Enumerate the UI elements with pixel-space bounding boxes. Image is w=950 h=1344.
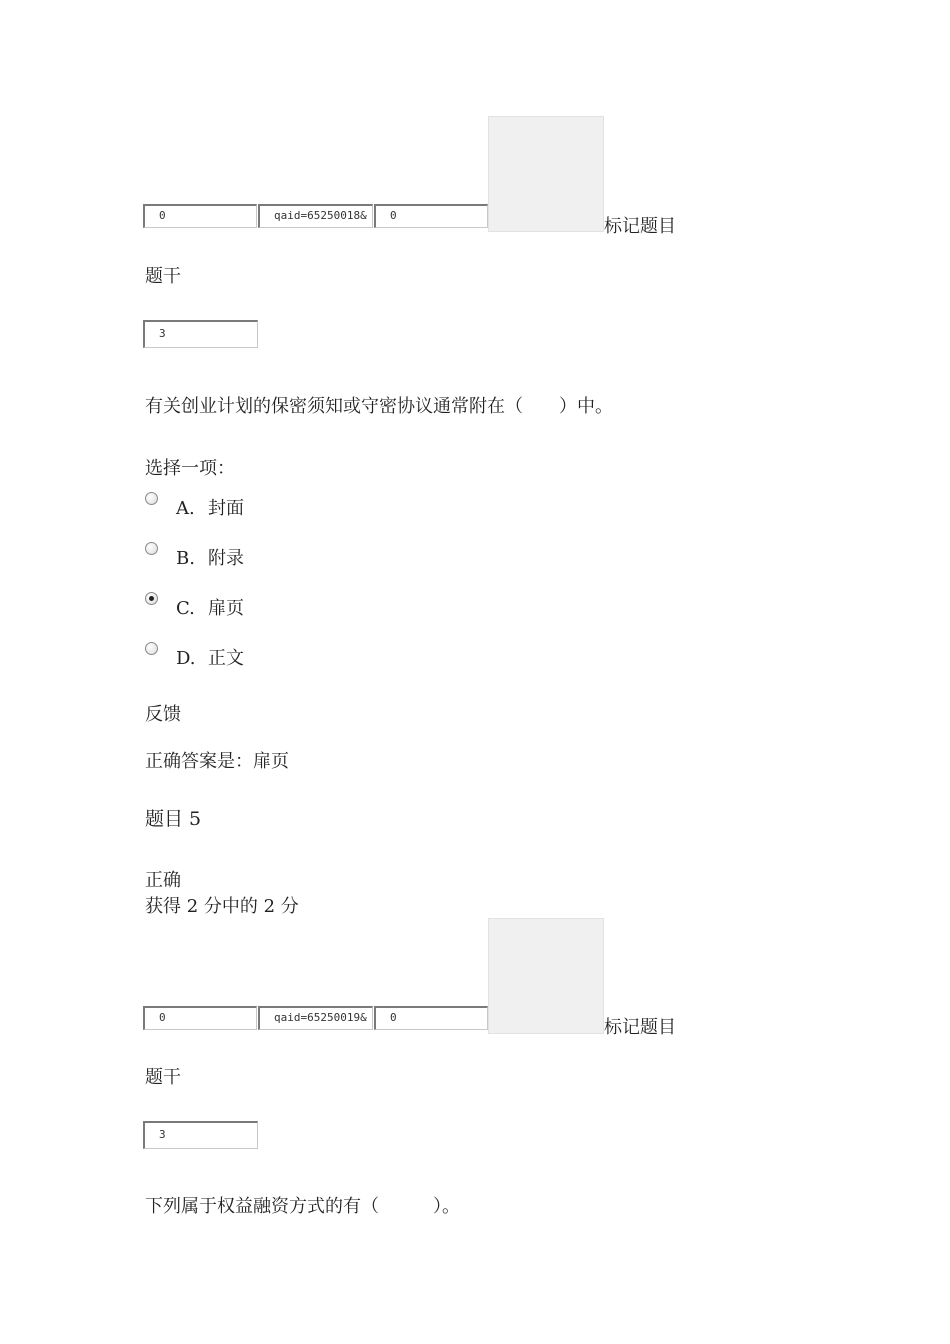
flag-question-label[interactable]: 标记题目 <box>604 216 676 237</box>
radio-b[interactable] <box>145 542 158 555</box>
qaid-field[interactable]: qaid=65250018& <box>258 204 373 228</box>
option-letter: C. <box>176 598 195 619</box>
correct-answer-text: 正确答案是：扉页 <box>145 751 289 772</box>
feedback-label: 反馈 <box>145 704 181 725</box>
hidden-field-2[interactable]: 0 <box>374 1006 488 1030</box>
option-letter: D. <box>176 648 196 669</box>
flag-image-placeholder <box>488 116 604 232</box>
option-text: 扉页 <box>208 598 244 619</box>
stem-field[interactable]: 3 <box>143 320 258 348</box>
option-text: 封面 <box>208 498 244 519</box>
option-letter: A. <box>176 498 195 519</box>
hidden-field-2[interactable]: 0 <box>374 204 488 228</box>
stem-label: 题干 <box>145 266 181 287</box>
flag-image-placeholder <box>488 918 604 1034</box>
stem-label: 题干 <box>145 1067 181 1088</box>
option-letter: B. <box>176 548 195 569</box>
choose-one-label: 选择一项： <box>145 458 235 479</box>
radio-a[interactable] <box>145 492 158 505</box>
radio-c-selected[interactable] <box>145 592 158 605</box>
radio-d[interactable] <box>145 642 158 655</box>
flag-question-label[interactable]: 标记题目 <box>604 1017 676 1038</box>
question-text: 有关创业计划的保密须知或守密协议通常附在（ ）中。 <box>145 396 613 417</box>
option-text: 正文 <box>208 648 244 669</box>
question-status: 正确 <box>145 870 181 891</box>
hidden-field-1[interactable]: 0 <box>143 204 257 228</box>
option-text: 附录 <box>208 548 244 569</box>
question-score: 获得 2 分中的 2 分 <box>145 896 299 917</box>
stem-field[interactable]: 3 <box>143 1121 258 1149</box>
question-text: 下列属于权益融资方式的有（ ）。 <box>145 1196 460 1217</box>
qaid-field[interactable]: qaid=65250019& <box>258 1006 373 1030</box>
hidden-field-1[interactable]: 0 <box>143 1006 257 1030</box>
question-title: 题目 5 <box>145 808 202 830</box>
